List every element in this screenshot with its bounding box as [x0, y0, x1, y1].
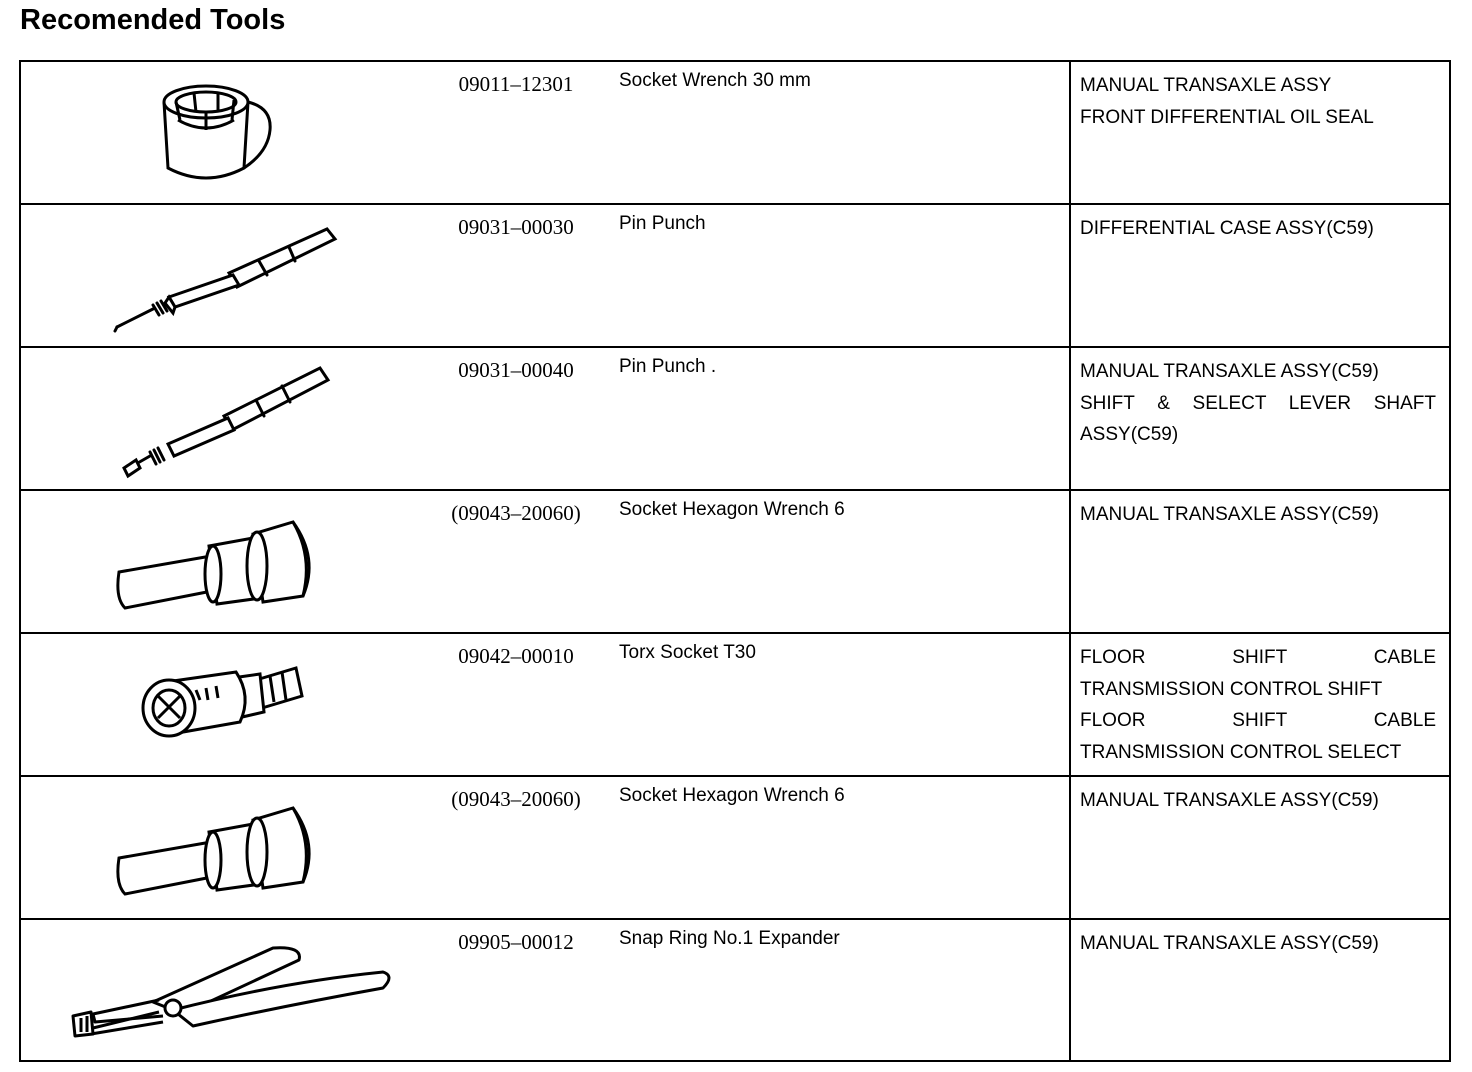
- column-divider: [1069, 62, 1071, 203]
- tools-table: [19, 60, 1451, 1062]
- usage-line: FLOOR SHIFT CABLE: [1080, 647, 1436, 668]
- usage-line: MANUAL TRANSAXLE ASSY(C59): [1080, 504, 1379, 525]
- part-number: 09905–00012: [458, 930, 574, 954]
- tool-row: [21, 348, 1449, 491]
- usage-line: MANUAL TRANSAXLE ASSY: [1080, 75, 1332, 96]
- hex-socket-icon: [21, 777, 441, 918]
- usage-cell: [1080, 213, 1436, 245]
- tool-row: [21, 634, 1449, 777]
- tool-row: [21, 62, 1449, 205]
- tool-name: Snap Ring No.1 Expander: [619, 928, 840, 949]
- torx-socket-icon: [21, 634, 441, 775]
- tool-name: Socket Hexagon Wrench 6: [619, 499, 845, 520]
- usage-cell: [1080, 928, 1436, 960]
- usage-cell: [1080, 70, 1436, 133]
- part-number: 09011–12301: [458, 72, 574, 96]
- part-number: (09043–20060): [451, 501, 581, 525]
- usage-line: TRANSMISSION CONTROL SHIFT: [1080, 678, 1383, 700]
- column-divider: [1069, 634, 1071, 775]
- column-divider: [1069, 777, 1071, 918]
- usage-cell: [1080, 785, 1436, 817]
- tool-name: Pin Punch: [619, 213, 706, 234]
- usage-line: FRONT DIFFERENTIAL OIL SEAL: [1080, 106, 1374, 128]
- usage-cell: [1080, 356, 1436, 451]
- usage-line: MANUAL TRANSAXLE ASSY(C59): [1080, 361, 1379, 382]
- tool-name: Pin Punch .: [619, 356, 717, 377]
- usage-cell: [1080, 642, 1436, 768]
- tool-row: [21, 205, 1449, 348]
- usage-line: ASSY(C59): [1080, 424, 1179, 445]
- socket-wrench-icon: [21, 62, 441, 203]
- snap-ring-expander-icon: [21, 920, 441, 1061]
- tool-name: Torx Socket T30: [619, 642, 756, 663]
- column-divider: [1069, 205, 1071, 346]
- usage-line: MANUAL TRANSAXLE ASSY(C59): [1080, 933, 1379, 954]
- part-number: 09031–00040: [458, 358, 574, 382]
- column-divider: [1069, 920, 1071, 1060]
- usage-line: DIFFERENTIAL CASE ASSY(C59): [1080, 218, 1374, 239]
- usage-cell: [1080, 499, 1436, 531]
- part-number: (09043–20060): [451, 787, 581, 811]
- tool-row: [21, 777, 1449, 920]
- pin-punch-icon: [21, 348, 441, 489]
- hex-socket-icon: [21, 491, 441, 632]
- tool-row: [21, 491, 1449, 634]
- usage-line: SHIFT & SELECT LEVER SHAFT: [1080, 392, 1436, 414]
- usage-line: TRANSMISSION CONTROL SELECT: [1080, 741, 1402, 763]
- column-divider: [1069, 491, 1071, 632]
- usage-line: MANUAL TRANSAXLE ASSY(C59): [1080, 790, 1379, 811]
- tool-name: Socket Wrench 30 mm: [619, 70, 811, 91]
- pin-punch-icon: [21, 205, 441, 346]
- usage-line: FLOOR SHIFT CABLE: [1080, 710, 1436, 731]
- tool-name: Socket Hexagon Wrench 6: [619, 785, 845, 806]
- part-number: 09042–00010: [458, 644, 574, 668]
- part-number: 09031–00030: [458, 215, 574, 239]
- column-divider: [1069, 348, 1071, 489]
- tool-row: [21, 920, 1449, 1060]
- page-title: Recomended Tools: [20, 4, 286, 36]
